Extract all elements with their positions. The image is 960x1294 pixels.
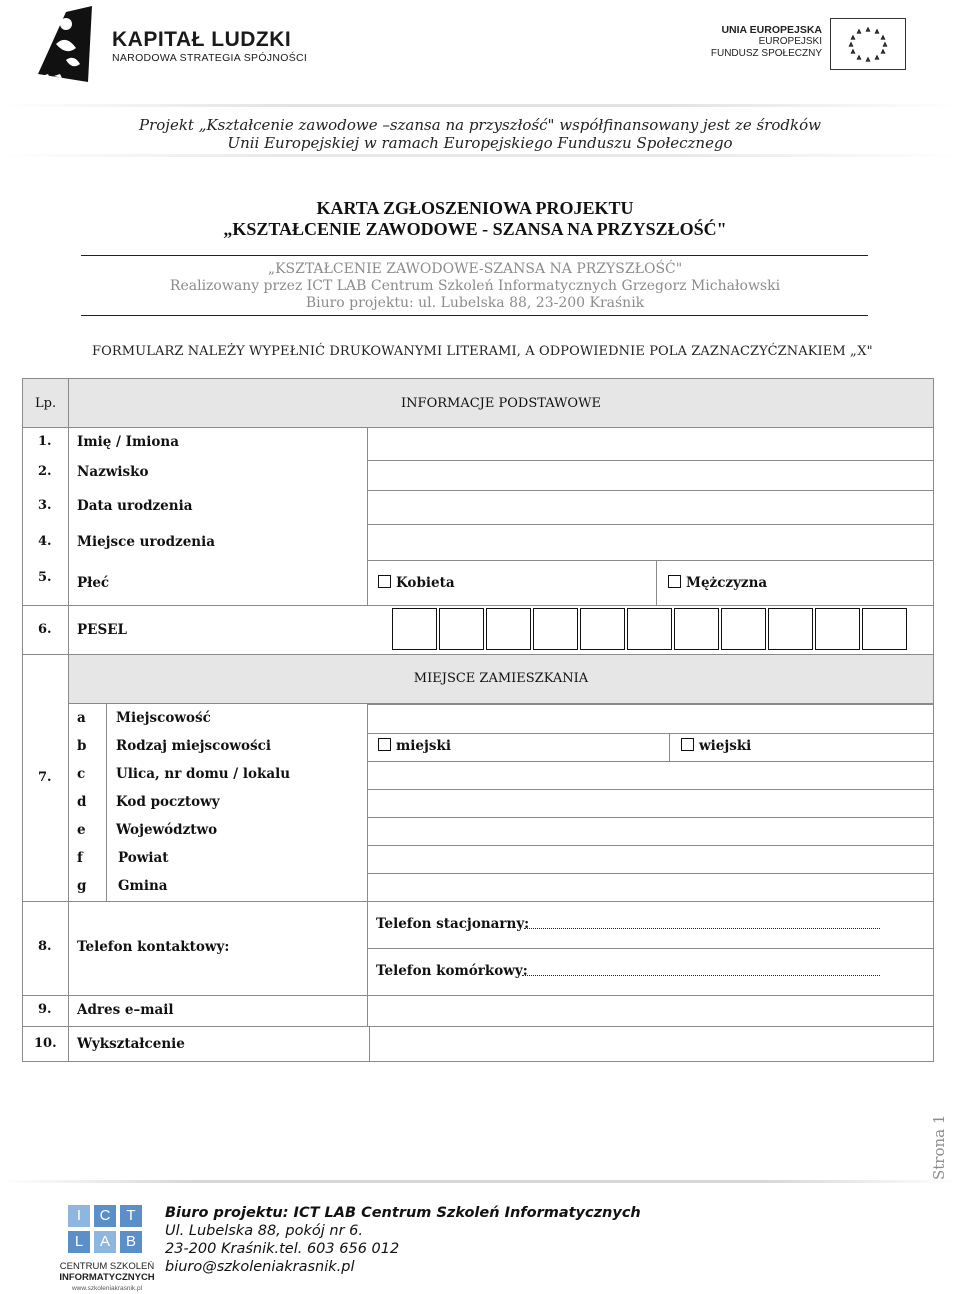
gender-female-label: Kobieta: [396, 575, 455, 591]
project-line1: Projekt „Kształcenie zawodowe –szansa na przyszłość" współfinansowany jest ze środków: [139, 116, 821, 134]
kapital-ludzki-logo-icon: [36, 4, 94, 84]
residence-header: MIEJSCE ZAMIESZKANIA: [413, 671, 589, 686]
title-rule-bottom: [81, 315, 868, 316]
street-label: Ulica, nr domu / lokalu: [116, 766, 291, 782]
email-label: Adres e–mail: [77, 1002, 174, 1018]
pesel-digit-box[interactable]: [486, 608, 531, 650]
pesel-digit-box[interactable]: [815, 608, 860, 650]
eu-line1: UNIA EUROPEJSKA: [721, 24, 822, 36]
pesel-digit-box[interactable]: [862, 608, 907, 650]
first-name-label: Imię / Imiona: [77, 434, 179, 450]
row-num: 6.: [38, 622, 52, 637]
town-label: Miejscowość: [116, 710, 211, 726]
county-field[interactable]: [367, 845, 934, 874]
pesel-digit-box[interactable]: [439, 608, 484, 650]
ict-letter: T: [120, 1205, 142, 1227]
place-city-option[interactable]: [378, 738, 451, 754]
birth-place-field[interactable]: [367, 524, 934, 561]
ict-center-url: www.szkoleniakrasnik.pl: [71, 1285, 143, 1292]
pesel-digit-box[interactable]: [721, 608, 766, 650]
row-num: 7.: [38, 770, 52, 785]
kapital-ludzki-title: KAPITAŁ LUDZKI: [112, 28, 292, 51]
commune-field[interactable]: [367, 873, 934, 902]
gender-label: Płeć: [77, 575, 110, 591]
county-label: Powiat: [118, 850, 169, 866]
residence-letter: c: [77, 766, 86, 782]
title-rule-top: [81, 255, 868, 256]
place-type-label: Rodzaj miejscowości: [116, 738, 271, 754]
info-line3: Biuro projektu: ul. Lubelska 88, 23-200 Kraśnik: [305, 295, 645, 311]
town-field[interactable]: [367, 704, 934, 734]
last-name-field[interactable]: [367, 460, 934, 491]
footer-email[interactable]: biuro@szkoleniakrasnik.pl: [165, 1259, 355, 1275]
residence-letter: f: [77, 850, 83, 866]
phone-mobile-label: Telefon komórkowy:: [376, 963, 528, 979]
eu-text: [711, 24, 822, 60]
page-number: [928, 1110, 948, 1180]
residence-letter: d: [77, 794, 87, 810]
pesel-digit-box[interactable]: [674, 608, 719, 650]
ict-center-line1: CENTRUM SZKOLEŃ: [59, 1261, 155, 1272]
postal-code-field[interactable]: [367, 789, 934, 818]
residence-letter: a: [77, 710, 86, 726]
residence-letter: b: [77, 738, 87, 754]
footer-line1: Biuro projektu: ICT LAB Centrum Szkoleń Informatycznych: [165, 1205, 641, 1221]
ict-letter: C: [94, 1205, 116, 1227]
place-rural-label: wiejski: [699, 738, 752, 754]
phone-mobile-dots: [522, 975, 880, 976]
ict-letter: B: [120, 1231, 142, 1253]
postal-code-label: Kod pocztowy: [116, 794, 220, 810]
pesel-digit-box[interactable]: [392, 608, 437, 650]
info-header: INFORMACJE PODSTAWOWE: [401, 396, 601, 411]
place-city-label: miejski: [396, 738, 451, 754]
row-num: 1.: [38, 434, 52, 449]
phone-landline-label: Telefon stacjonarny:: [376, 916, 530, 932]
education-label: Wykształcenie: [77, 1036, 185, 1052]
voivodeship-field[interactable]: [367, 817, 934, 846]
footer-address: [165, 1204, 641, 1276]
project-divider: [0, 154, 960, 157]
birth-date-label: Data urodzenia: [77, 498, 193, 514]
birth-date-field[interactable]: [367, 490, 934, 525]
info-line1: „KSZTAŁCENIE ZAWODOWE-SZANSA NA PRZYSZŁOŚĆ": [267, 261, 683, 277]
page-number-text: Strona 1: [930, 1114, 948, 1180]
voivodeship-label: Województwo: [116, 822, 218, 838]
place-rural-option[interactable]: [681, 738, 751, 754]
row-num: 2.: [38, 464, 52, 479]
row-num: 8.: [38, 939, 52, 954]
row-num: 4.: [38, 534, 52, 549]
phone-landline-dots: [524, 928, 880, 929]
phone-label: Telefon kontaktowy:: [77, 939, 230, 955]
form-title-line2: „KSZTAŁCENIE ZAWODOWE - SZANSA NA PRZYSZŁOŚĆ": [223, 219, 727, 239]
ict-letter: I: [68, 1205, 90, 1227]
first-name-field[interactable]: [367, 427, 934, 461]
project-line2: Unii Europejskiej w ramach Europejskiego Funduszu Społecznego: [227, 134, 733, 152]
birth-place-label: Miejsce urodzenia: [77, 534, 215, 550]
pesel-digit-box[interactable]: [627, 608, 672, 650]
pesel-digit-box[interactable]: [768, 608, 813, 650]
checkbox-icon[interactable]: [681, 738, 694, 751]
eu-line2: EUROPEJSKI: [758, 36, 822, 47]
education-field[interactable]: [369, 1026, 934, 1062]
gender-male-label: Mężczyzna: [686, 575, 768, 591]
info-line2: Realizowany przez ICT LAB Centrum Szkoleń Informatycznych Grzegorz Michałowski: [169, 278, 781, 294]
commune-label: Gmina: [118, 878, 168, 894]
eu-flag-icon: [830, 18, 906, 70]
eu-line3: FUNDUSZ SPOŁECZNY: [710, 48, 822, 59]
footer-line3: 23-200 Kraśnik.tel. 603 656 012: [165, 1241, 400, 1257]
street-field[interactable]: [367, 761, 934, 790]
footer-divider: [0, 1180, 960, 1183]
residence-letter: e: [77, 822, 86, 838]
pesel-label: PESEL: [77, 622, 127, 638]
row-num: 9.: [38, 1002, 52, 1017]
pesel-digit-box[interactable]: [533, 608, 578, 650]
header-divider: [0, 104, 960, 107]
checkbox-icon[interactable]: [378, 575, 391, 588]
row-num: 10.: [34, 1036, 57, 1051]
row-num: 3.: [38, 498, 52, 513]
ict-lab-logo: [68, 1205, 144, 1257]
gender-female-option[interactable]: [378, 575, 455, 591]
ict-center-text: [58, 1261, 156, 1294]
row-num: 5.: [38, 570, 52, 585]
residence-letter: g: [77, 878, 87, 894]
ict-letter: A: [94, 1231, 116, 1253]
ict-letter: L: [68, 1231, 90, 1253]
checkbox-icon[interactable]: [378, 738, 391, 751]
kapital-ludzki-subtitle: NARODOWA STRATEGIA SPÓJNOŚCI: [112, 52, 308, 64]
checkbox-icon[interactable]: [668, 575, 681, 588]
pesel-digit-box[interactable]: [580, 608, 625, 650]
email-field[interactable]: [367, 995, 934, 1027]
instruction-text: FORMULARZ NALEŻY WYPEŁNIĆ DRUKOWANYMI LITERAMI, A ODPOWIEDNIE POLA ZAZNACZYĆZNAKIEM „X": [92, 344, 873, 359]
last-name-label: Nazwisko: [77, 464, 149, 480]
ict-center-line2: INFORMATYCZNYCH: [59, 1272, 155, 1283]
gender-male-option[interactable]: [668, 575, 767, 591]
lp-header: Lp.: [35, 396, 57, 411]
form-title-line1: KARTA ZGŁOSZENIOWA PROJEKTU: [316, 198, 634, 218]
footer-line2: Ul. Lubelska 88, pokój nr 6.: [165, 1223, 363, 1239]
